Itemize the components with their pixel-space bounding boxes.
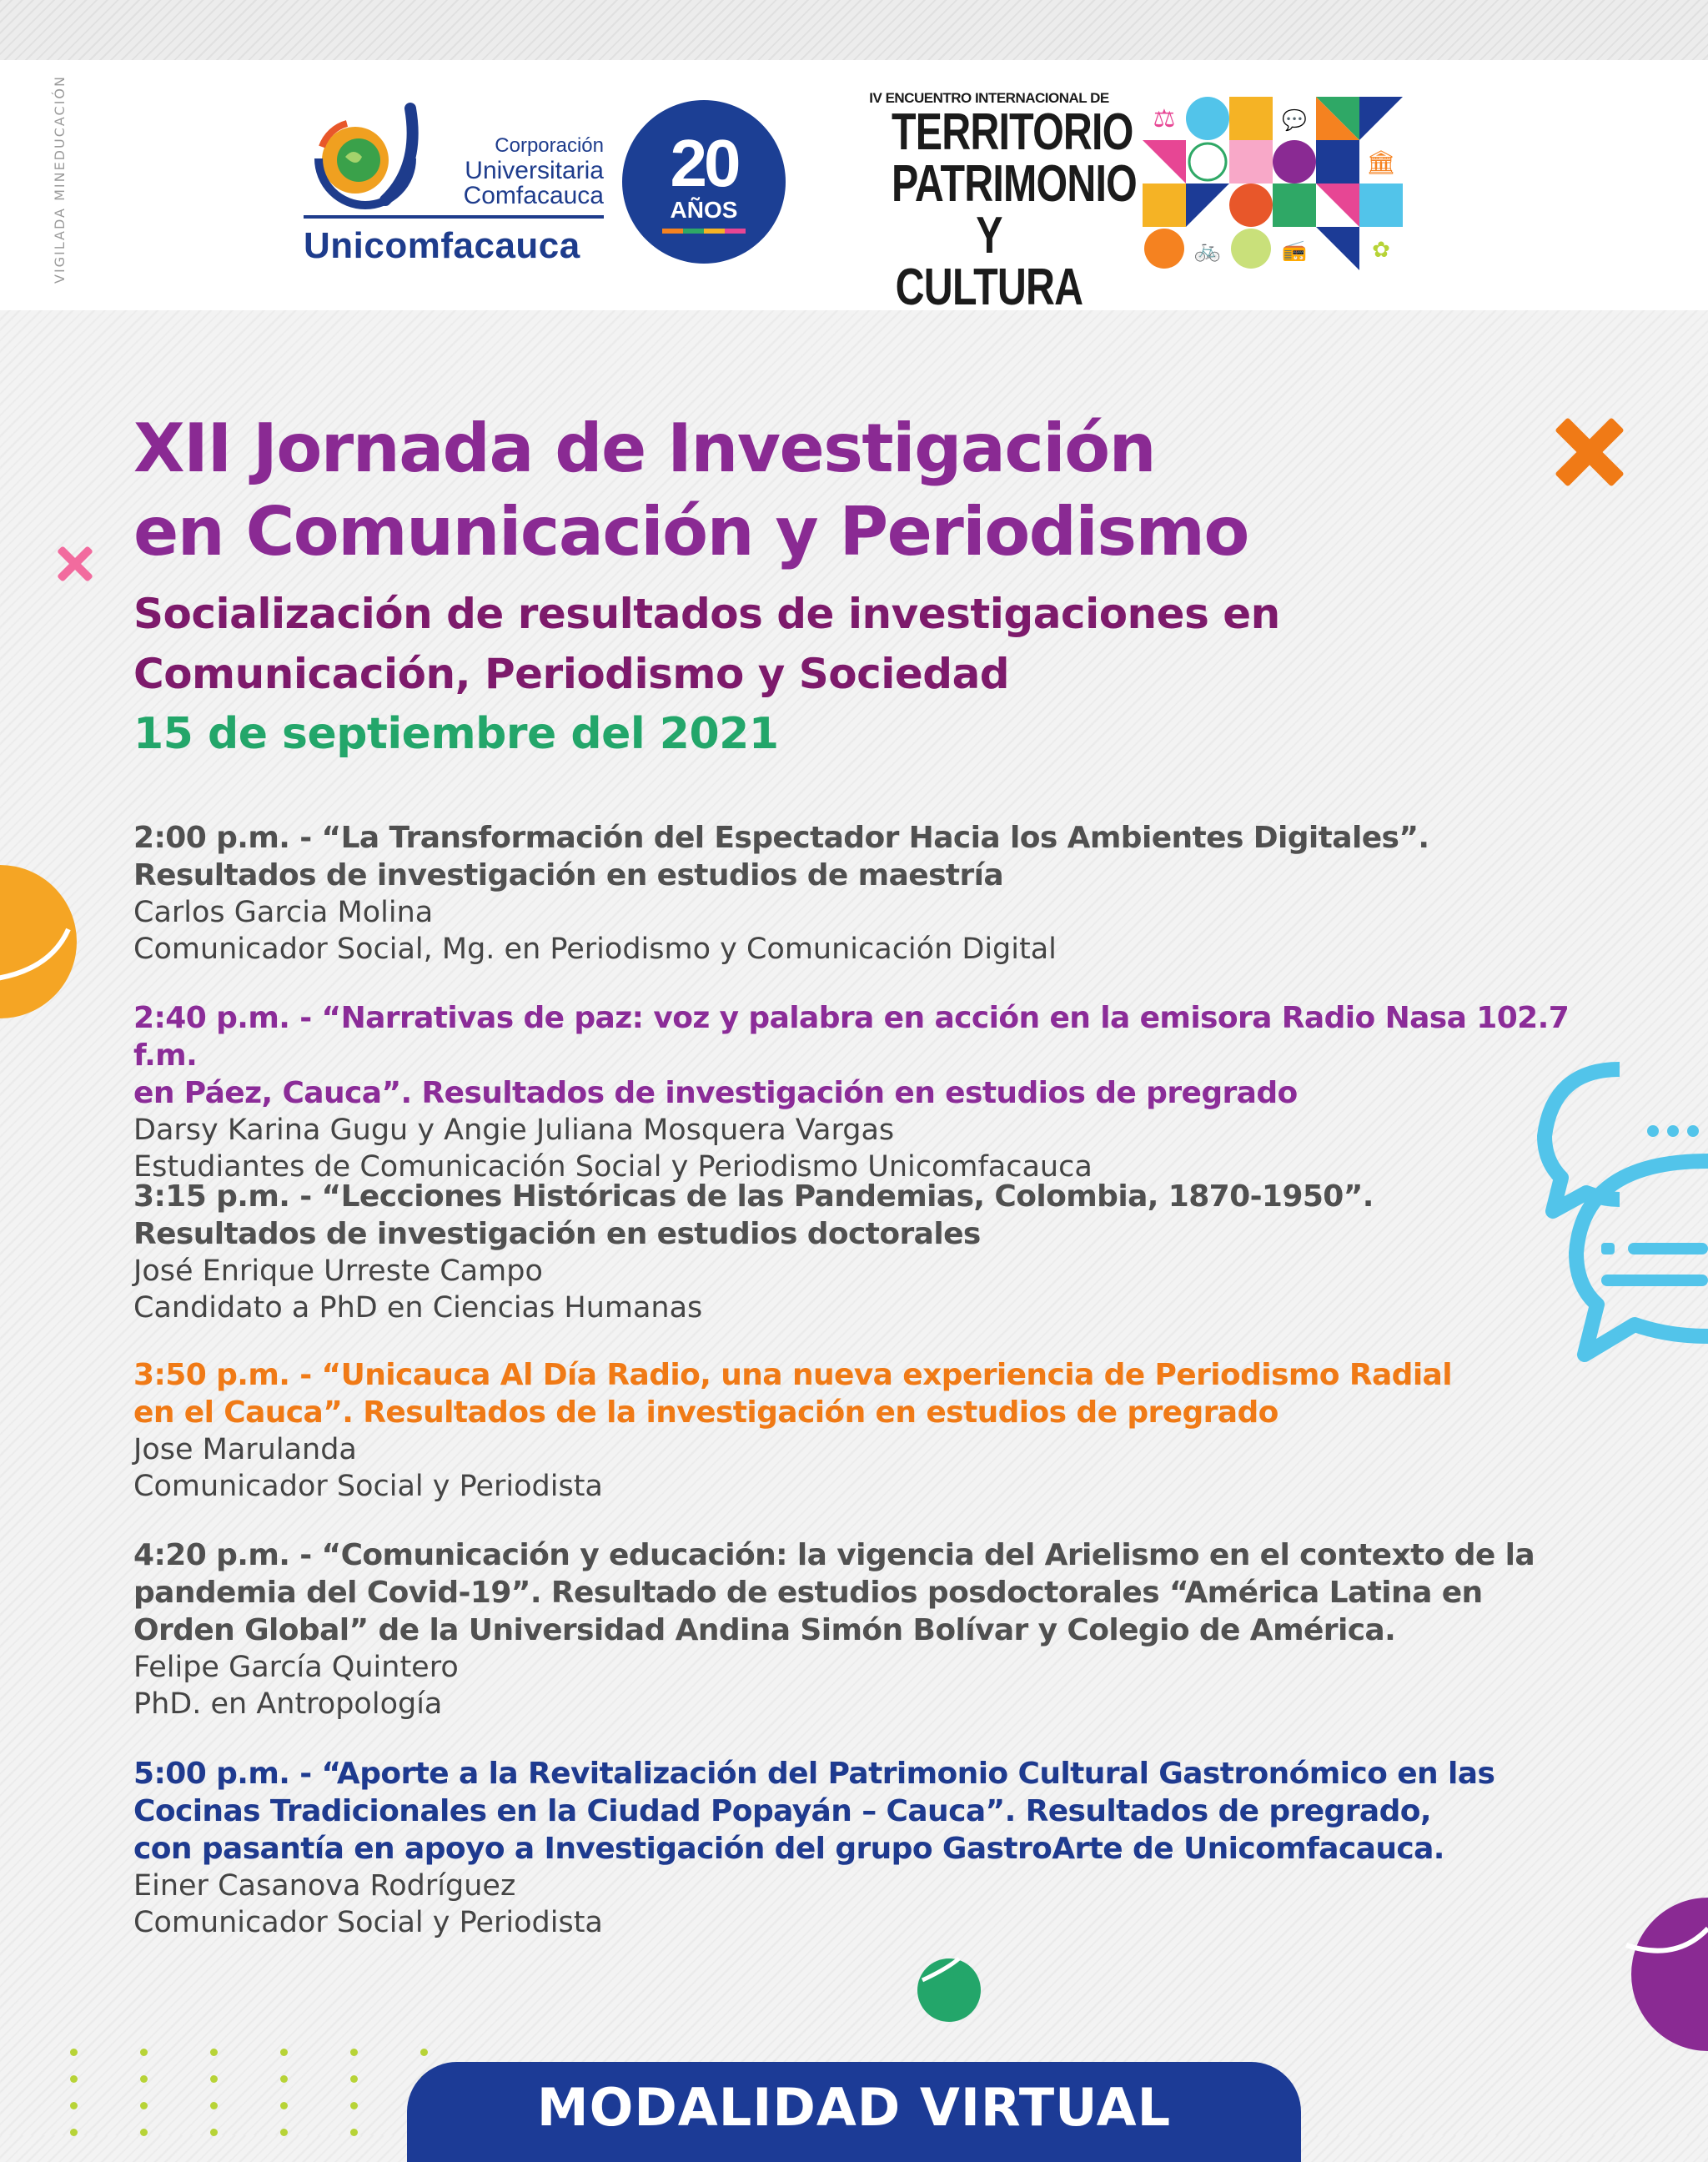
modality-banner [407, 2062, 1301, 2162]
page-subtitle [133, 584, 1551, 704]
session-1-title-line1: 2:00 p.m. - “La Transformación del Espectador Hacia los Ambientes Digitales”. [133, 821, 1429, 855]
unicomfacauca-emblem-icon [304, 100, 445, 217]
session-3-speaker-name: José Enrique Urreste Campo [133, 1254, 543, 1288]
session-5-title-line2: pandemia del Covid-19”. Resultado de estudios posdoctorales “América Latina en [133, 1576, 1483, 1610]
title-line2: en Comunicación y Periodismo [133, 493, 1248, 571]
session-5 [133, 1536, 1635, 1722]
logo-wordmark: Unicomfacauca [304, 225, 580, 266]
session-6-speaker-role: Comunicador Social y Periodista [133, 1906, 603, 1939]
session-2 [133, 999, 1635, 1185]
logo-corp-line1: Corporación [495, 134, 604, 157]
session-4-title-line1: 3:50 p.m. - “Unicauca Al Día Radio, una nueva experiencia de Periodismo Radial [133, 1358, 1452, 1392]
logo-corp-line3: Comfacauca [463, 182, 604, 209]
anniversary-badge [622, 100, 786, 264]
session-5-speaker-role: PhD. en Antropología [133, 1687, 443, 1721]
session-1-speaker-name: Carlos Garcia Molina [133, 896, 434, 929]
page-title [133, 407, 1484, 574]
session-1 [133, 819, 1635, 968]
event-line1: TERRITORIO [892, 103, 1133, 161]
anniversary-color-bar [662, 229, 746, 234]
session-3-title [133, 1178, 1635, 1253]
orange-ball-icon [0, 862, 80, 1021]
session-3-speaker-role: Candidato a PhD en Ciencias Humanas [133, 1291, 703, 1325]
session-2-speaker-name: Darsy Karina Gugu y Angie Juliana Mosquera Vargas [133, 1114, 895, 1147]
session-4-speaker-role: Comunicador Social y Periodista [133, 1470, 603, 1503]
session-1-speaker-role: Comunicador Social, Mg. en Periodismo y Comunicación Digital [133, 933, 1057, 966]
session-1-title-line2: Resultados de investigación en estudios de maestría [133, 858, 1004, 892]
session-5-title-line3: Orden Global” de la Universidad Andina Simón Bolívar y Colegio de América. [133, 1613, 1396, 1647]
event-logo-text [864, 90, 1137, 316]
svg-text:💬: 💬 [1282, 108, 1307, 132]
vigilada-label: VIGILADA MINEDUCACIÓN [52, 75, 68, 284]
session-5-speaker [133, 1649, 1635, 1722]
logo-divider [304, 215, 604, 219]
session-4-title [133, 1356, 1635, 1431]
session-4-speaker-name: Jose Marulanda [133, 1433, 357, 1466]
session-2-title [133, 999, 1635, 1112]
unicomfacauca-logo [304, 100, 604, 267]
session-3-speaker [133, 1253, 1635, 1326]
modality-label: MODALIDAD VIRTUAL [536, 2077, 1172, 2138]
session-1-title [133, 819, 1635, 894]
event-supertitle: IV ENCUENTRO INTERNACIONAL DE [869, 90, 1109, 106]
anniversary-label: AÑOS [670, 197, 738, 223]
session-5-speaker-name: Felipe García Quintero [133, 1651, 459, 1684]
session-5-title [133, 1536, 1635, 1649]
event-date: 15 de septiembre del 2021 [133, 709, 779, 759]
session-4-speaker [133, 1431, 1635, 1505]
session-6-title-line1: 5:00 p.m. - “Aporte a la Revitalización del Patrimonio Cultural Gastronómico en las [133, 1757, 1495, 1791]
session-2-speaker [133, 1112, 1635, 1185]
session-3-title-line1: 3:15 p.m. - “Lecciones Históricas de las Pandemias, Colombia, 1870-1950”. [133, 1179, 1374, 1214]
svg-text:📻: 📻 [1282, 239, 1307, 262]
svg-text:🏛: 🏛 [1366, 148, 1396, 176]
session-6-speaker [133, 1868, 1635, 1941]
event-line3: Y CULTURA [895, 207, 1083, 316]
session-2-speaker-role: Estudiantes de Comunicación Social y Periodismo Unicomfacauca [133, 1150, 1093, 1184]
session-2-title-line2: en Páez, Cauca”. Resultados de investigación en estudios de pregrado [133, 1076, 1298, 1110]
header-band [0, 60, 1708, 310]
pink-x-icon [53, 542, 97, 586]
session-6-title-line2: Cocinas Tradicionales en la Ciudad Popayán – Cauca”. Resultados de pregrado, [133, 1794, 1431, 1828]
session-1-speaker [133, 894, 1635, 968]
session-4-title-line2: en el Cauca”. Resultados de la investigación en estudios de pregrado [133, 1395, 1278, 1430]
anniversary-number: 20 [670, 126, 738, 200]
session-5-title-line1: 4:20 p.m. - “Comunicación y educación: la vigencia del Arielismo en el contexto de la [133, 1538, 1535, 1572]
session-4 [133, 1356, 1635, 1505]
logo-corp-line2: Universitaria [465, 157, 604, 184]
green-ball-icon [916, 1957, 982, 2024]
dot-grid-decoration [70, 2049, 437, 2135]
session-3-title-line2: Resultados de investigación en estudios doctorales [133, 1217, 981, 1251]
orange-x-icon [1550, 412, 1630, 492]
session-6-speaker-name: Einer Casanova Rodríguez [133, 1869, 516, 1903]
session-6-title [133, 1755, 1635, 1868]
top-texture-band [0, 0, 1708, 60]
svg-text:✿: ✿ [1372, 238, 1390, 263]
logo-corporation-text [429, 133, 604, 209]
event-mosaic-icon [1143, 97, 1403, 270]
svg-text:🚲: 🚲 [1193, 238, 1222, 263]
session-2-title-line1: 2:40 p.m. - “Narrativas de paz: voz y palabra en acción en la emisora Radio Nasa 102.7 f.m. [133, 1001, 1570, 1073]
svg-text:⚖: ⚖ [1153, 104, 1176, 133]
session-6 [133, 1755, 1635, 1941]
subtitle-line2: Comunicación, Periodismo y Sociedad [133, 650, 1010, 698]
subtitle-line1: Socialización de resultados de investigaciones en [133, 590, 1280, 638]
event-line2: PATRIMONIO [892, 155, 1137, 213]
session-3 [133, 1178, 1635, 1326]
title-line1: XII Jornada de Investigación [133, 410, 1156, 487]
session-6-title-line3: con pasantía en apoyo a Investigación del grupo GastroArte de Unicomfacauca. [133, 1832, 1444, 1866]
